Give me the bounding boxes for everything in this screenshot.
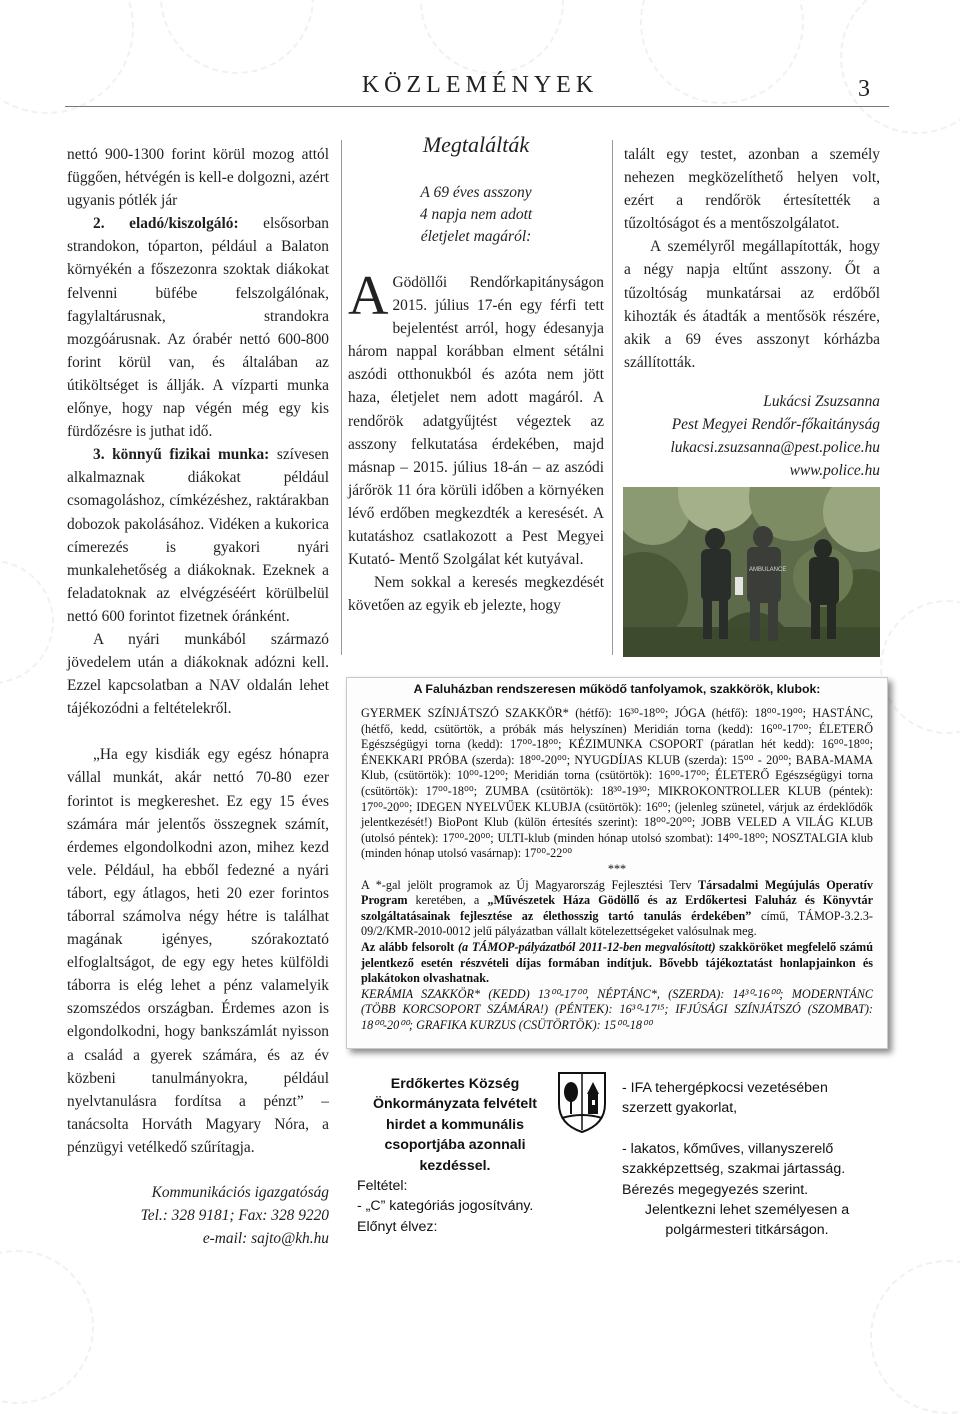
subhead-line: A 69 éves asszony <box>420 184 532 201</box>
paragraph-text: Gödöllői Rendőrkapitányságon 2015. július 17-én egy férfi tett bejelentést arról, hogy édesanyja három nappal korábban elment sétálni aszódi otthonukból és azóta nem jött haza, életjelet nem adott magáról. A rendőrök adatgyűjtést végeztek az asszony felkutatása érdekében, majd másnap – 2015. július 18-án – az aszódi járőrök 11 óra körüli időben a környéken lévő erdőben megkezdték a keresését. A kutatáshoz csatlakozott a Pest Megyei Kutató- Mentő Szolgálat két kutyával. <box>348 274 604 569</box>
box-body <box>361 706 873 1033</box>
background-swirl <box>870 1260 960 1414</box>
requirement-item: - „C” kategóriás jogosítvány. <box>357 1198 534 1215</box>
rescue-photo <box>623 487 880 657</box>
text-span: A *-gal jelölt programok az Új Magyarország Fejlesztési Terv <box>361 877 699 892</box>
paragraph: talált egy testet, azonban a személy nehezen megközelíthető helyen volt, ezért a rendőrök értesítették a tűzoltóságot és a mentőszolgálatot. <box>624 146 880 233</box>
text-span: (a TÁMOP-pályázatból 2011-12-ben megvalósított) <box>457 939 716 954</box>
header-rule <box>65 106 889 107</box>
box-title: A Faluházban rendszeresen működő tanfolyamok, szakkörök, klubok: <box>413 682 821 696</box>
paragraph-text: elsősorban strandokon, tóparton, például a Balaton környékén a főszezonra szoktak diákokat felvenni büfébe felszolgálónak, fagylaltárusnak, strandokra mozgóárusnak. <box>67 215 329 348</box>
subhead-line: 4 napja nem adott <box>419 206 533 223</box>
signature-line: Kommunikációs igazgatóság <box>151 1184 329 1202</box>
job-ad-right <box>622 1078 872 1241</box>
advantage-label: Előnyt élvez: <box>357 1218 438 1235</box>
text-span: szakköröket megfelelő számú jelentkező esetén részvételi díjas formában indítjuk. Bővebb tájékoztatást honlapjainkon és plakátokon olvashatnak. <box>361 939 873 986</box>
list-item-lead: 2. eladó/kiszolgáló: <box>93 215 239 233</box>
background-swirl <box>420 0 564 74</box>
paragraph <box>67 212 329 443</box>
background-swirl <box>0 560 54 684</box>
pay-info: Bérezés megegyezés szerint. <box>622 1181 809 1198</box>
vest-label: AMBULANCE <box>749 567 787 573</box>
ad-heading: Önkormányzata felvételt <box>372 1096 537 1113</box>
page-number: 3 <box>858 76 870 102</box>
apply-info: Jelentkezni lehet személyesen a polgármesteri titkárságon. <box>644 1202 850 1239</box>
column-divider <box>341 140 342 655</box>
left-column <box>67 143 329 1250</box>
advantage-item: - IFA tehergépkocsi vezetésében szerzett gyakorlat, <box>622 1080 828 1117</box>
paragraph <box>348 265 604 571</box>
article-headline: Megtalálták <box>422 132 530 157</box>
text-span: Az alább felsorolt <box>361 939 458 954</box>
ad-heading: kezdéssel. <box>419 1157 491 1174</box>
job-ad-left <box>357 1074 553 1237</box>
coat-of-arms-icon <box>556 1070 608 1134</box>
background-swirl <box>880 600 960 734</box>
advantage-item: - lakatos, kőműves, villanyszerelő szakképzettség, szakmai jártasság. <box>622 1140 846 1178</box>
subhead-line: életjelet magáról: <box>420 228 532 245</box>
paragraph: nettó 900-1300 forint körül mozog attól függően, hétvégén is kell-e dolgozni, azért ugyanis pótlék jár <box>67 146 329 210</box>
program-note <box>361 878 873 940</box>
paragraph-text: szívesen alkalmaznak diákokat például csomagoláshoz, címkézéshez, raktárakban dobozok pakolásához. Vidéken a kukorica címerezés is gyakori nyári munkalehetőség a diákoknak. Ezeknek a feladatoknak az elvégzéséért körülbelül nettó 600 forintot fizetnek óránként. <box>67 446 329 625</box>
course-list: KERÁMIA SZAKKÖR* (KEDD) 13⁰⁰-17⁰⁰, NÉPTÁNC*, (SZERDA): 14³⁰-16⁰⁰; MODERNTÁNC (TÖBB KORCSOPORT SZÁMÁRA!) (PÉNTEK): 16³⁰-17¹⁵; IFJÚSÁGI SZÍNJÁTSZÓ (SZOMBAT): 18⁰⁰-20⁰⁰; GRAFIKA KURZUS (CSÜTÖRTÖK): 15⁰⁰-18⁰⁰ <box>361 986 873 1032</box>
clubs-announcement-box <box>346 677 888 1049</box>
paragraph-text: A vízparti munka előnye, hogy nap végén még egy kis fürdőzésre is juthat idő. <box>67 376 330 441</box>
signature-line: Tel.: 328 9181; Fax: 328 9220 <box>140 1207 329 1225</box>
club-schedule: GYERMEK SZÍNJÁTSZÓ SZAKKÖR* (hétfő): 16³⁰-18⁰⁰; JÓGA (hétfő): 18⁰⁰-19⁰⁰; HASTÁNC, (hétfő, kedd, csütörtök, a próbák más helyszínen) Meridián torna (kedd): 16⁰⁰-17⁰⁰; ÉLETERŐ Egészségügyi torna (kedd): 17⁰⁰-18⁰⁰; KÉZIMUNKA CSOPORT (páratlan hét kedd): 16⁰⁰-18⁰⁰; ÉNEKKARI PRÓBA (szerda): 18⁰⁰-20⁰⁰; NYUGDÍJAS KLUB (szerda): 15⁰⁰ - 20⁰⁰; BABA-MAMA Klub, (csütörtök): 10⁰⁰-12⁰⁰; Meridián torna (csütörtök): 16⁰⁰-17⁰⁰; ÉLETERŐ Egészségügyi torna (csütörtök): 17⁰⁰-18⁰⁰; ZUMBA (csütörtök): 18³⁰-19³⁰; MIKROKONTROLLER KLUB (péntek): 17⁰⁰-20⁰⁰; IDEGEN NYELVŰEK KLUBJA (csütörtök): 16⁰⁰; (jelenleg szünetel, várjuk az érdeklődők jelentkezését!) BioPont Klub (külön értesítés szerint): 18⁰⁰-20⁰⁰; JOBB VELED A VILÁG KLUB (utolsó péntek): 17⁰⁰-20⁰⁰; ULTI-klub (minden hónap utolsó szombat): 14⁰⁰-18⁰⁰; NOSZTALGIA klub (minden hónap utolsó vasárnap): 17⁰⁰-22⁰⁰ <box>361 706 873 861</box>
followup-note <box>361 940 873 987</box>
ad-heading: Erdőkertes Község <box>390 1076 520 1092</box>
article-subhead <box>348 182 604 248</box>
paragraph-text: Az órabér nettó 600-800 forint körül van, és általában az útiköltséget is állják. <box>67 330 329 394</box>
middle-column <box>348 265 604 617</box>
signature-line: www.police.hu <box>789 462 880 480</box>
quote-paragraph: „Ha egy kisdiák egy egész hónapra vállal munkát, akár nettó 70-80 ezer forintot is megkereshet. Ez egy 15 éves számára már jelentős összegnek számít, érdemes elgondolkodni azon, mihez kezd vele. Például, ha ebből fedezné a nyári tábort, egy átlagos, heti 20 ezer forintos táborral számolva négy hétre is találhat magának igényes, szórakoztató elfoglaltságot, de egy egy hetes külföldi táborra is elég lehet a pénz valamelyik szomszédos országban. Érdemes azon is elgondolkodni, hogy bankszámlát nyisson a család a gyerek számára, és az év közbeni tanulmányokra, például nyelvtanulásra fordítsa a pénzt” – tanácsolta Horváth Magyary Nóra, a pénzügyi vetélkedő szűrítagja. <box>67 746 329 1156</box>
paragraph: A személyről megállapították, hogy a négy napja eltűnt asszony. Őt a tűzoltóság munkatársai az erdőből kihozták és átadták a mentősök részére, akik a 69 éves asszonyt kórházba szállították. <box>624 238 880 371</box>
background-swirl <box>0 1250 94 1404</box>
signature-line: Lukácsi Zsuzsanna <box>763 392 880 410</box>
ad-heading: csoportjába azonnali <box>384 1137 526 1154</box>
text-span: Társadalmi Megújulás Operatív Program <box>361 877 873 908</box>
signature-line: e-mail: sajto@kh.hu <box>202 1230 329 1248</box>
ad-heading: hirdet a kommunális <box>386 1116 524 1133</box>
paragraph <box>67 443 329 628</box>
requirement-label: Feltétel: <box>357 1178 408 1195</box>
right-column <box>624 143 880 482</box>
background-swirl <box>840 0 960 134</box>
column-divider <box>612 140 613 655</box>
separator-stars: *** <box>607 861 627 876</box>
signature-line: lukacsi.zsuzsanna@pest.police.hu <box>670 439 880 457</box>
text-span: „Művészetek Háza Gödöllő és az Erdőkertesi Faluház és Könyvtár szolgáltatásainak fejlesztése az élethosszig tartó tanulás érdekében” <box>361 893 873 923</box>
page-section-title: KÖZLEMÉNYEK <box>361 72 599 98</box>
text-span: keretében, a <box>407 893 488 908</box>
background-swirl <box>160 0 314 74</box>
paragraph: Nem sokkal a keresés megkezdését követően az egyik eb jelezte, hogy <box>348 574 604 615</box>
forest-rescue-scene-image <box>623 487 880 657</box>
drop-cap: A <box>348 265 389 327</box>
paragraph: A nyári munkából származó jövedelem után a diákoknak adózni kell. Ezzel kapcsolatban a NAV oldalán lehet tájékozódni a feltételekről. <box>67 630 329 718</box>
text-span: című, TÁMOP-3.2.3-09/2/KMR-2010-0012 jelű pályázatban vállalt kötelezettségeket valósulnak meg. <box>361 908 873 939</box>
list-item-lead: 3. könnyű fizikai munka: <box>93 446 270 464</box>
signature-line: Pest Megyei Rendőr-főkaitányság <box>671 416 880 434</box>
